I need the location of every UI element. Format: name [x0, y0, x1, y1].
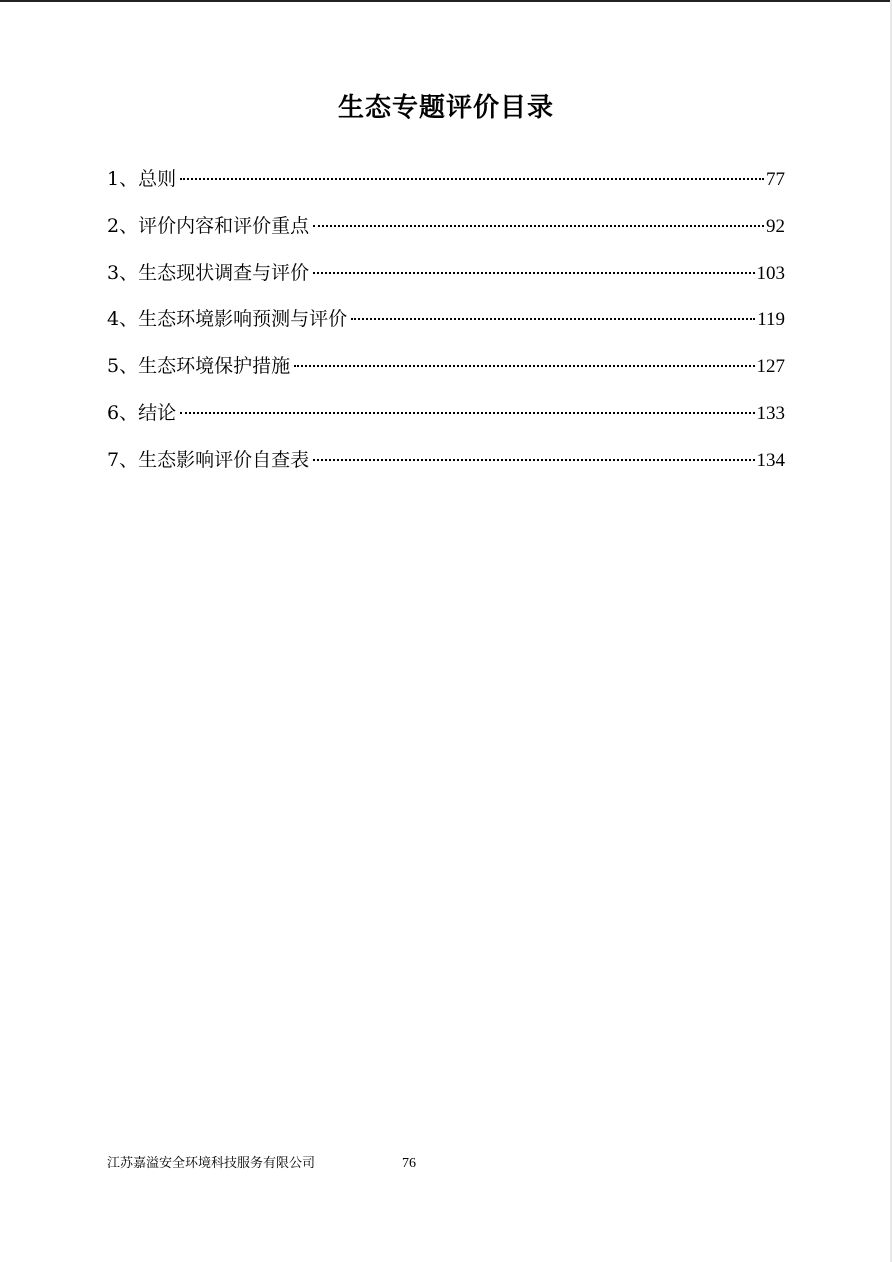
- table-of-contents: [107, 163, 785, 491]
- toc-entry-page: 92: [766, 215, 785, 237]
- footer-page-number: 76: [402, 1156, 416, 1171]
- toc-dot-leader: [180, 178, 764, 180]
- toc-dot-leader: [313, 225, 764, 227]
- toc-dot-leader: [180, 412, 754, 414]
- toc-entry-page: 103: [756, 262, 785, 284]
- toc-entry-4[interactable]: [107, 303, 785, 350]
- toc-entry-6[interactable]: [107, 397, 785, 444]
- footer-company-name: 江苏嘉溢安全环境科技服务有限公司: [107, 1156, 316, 1171]
- toc-dot-leader: [351, 318, 755, 320]
- toc-entry-7[interactable]: [107, 444, 785, 491]
- toc-entry-label: 4、生态环境影响预测与评价: [107, 308, 348, 331]
- toc-entry-page: 134: [756, 449, 785, 471]
- toc-entry-page: 77: [766, 169, 785, 190]
- toc-entry-label: 7、生态影响评价自查表: [107, 448, 310, 471]
- toc-entry-label: 5、生态环境保护措施: [107, 355, 291, 378]
- toc-entry-page: 133: [756, 402, 785, 424]
- toc-entry-label: 6、结论: [107, 401, 177, 424]
- toc-entry-label: 1、总则: [107, 168, 177, 190]
- toc-entry-label: 2、评价内容和评价重点: [107, 214, 310, 237]
- toc-dot-leader: [313, 272, 754, 274]
- toc-entry-2[interactable]: [107, 210, 785, 257]
- toc-entry-page: 127: [756, 356, 785, 378]
- toc-dot-leader: [313, 459, 754, 461]
- toc-entry-page: 119: [757, 309, 785, 331]
- toc-entry-3[interactable]: [107, 257, 785, 304]
- toc-dot-leader: [294, 365, 754, 367]
- toc-entry-1[interactable]: [107, 163, 785, 210]
- toc-entry-label: 3、生态现状调查与评价: [107, 261, 310, 284]
- page-title: 生态专题评价目录: [337, 93, 554, 123]
- toc-entry-5[interactable]: [107, 350, 785, 397]
- top-border: [0, 0, 892, 2]
